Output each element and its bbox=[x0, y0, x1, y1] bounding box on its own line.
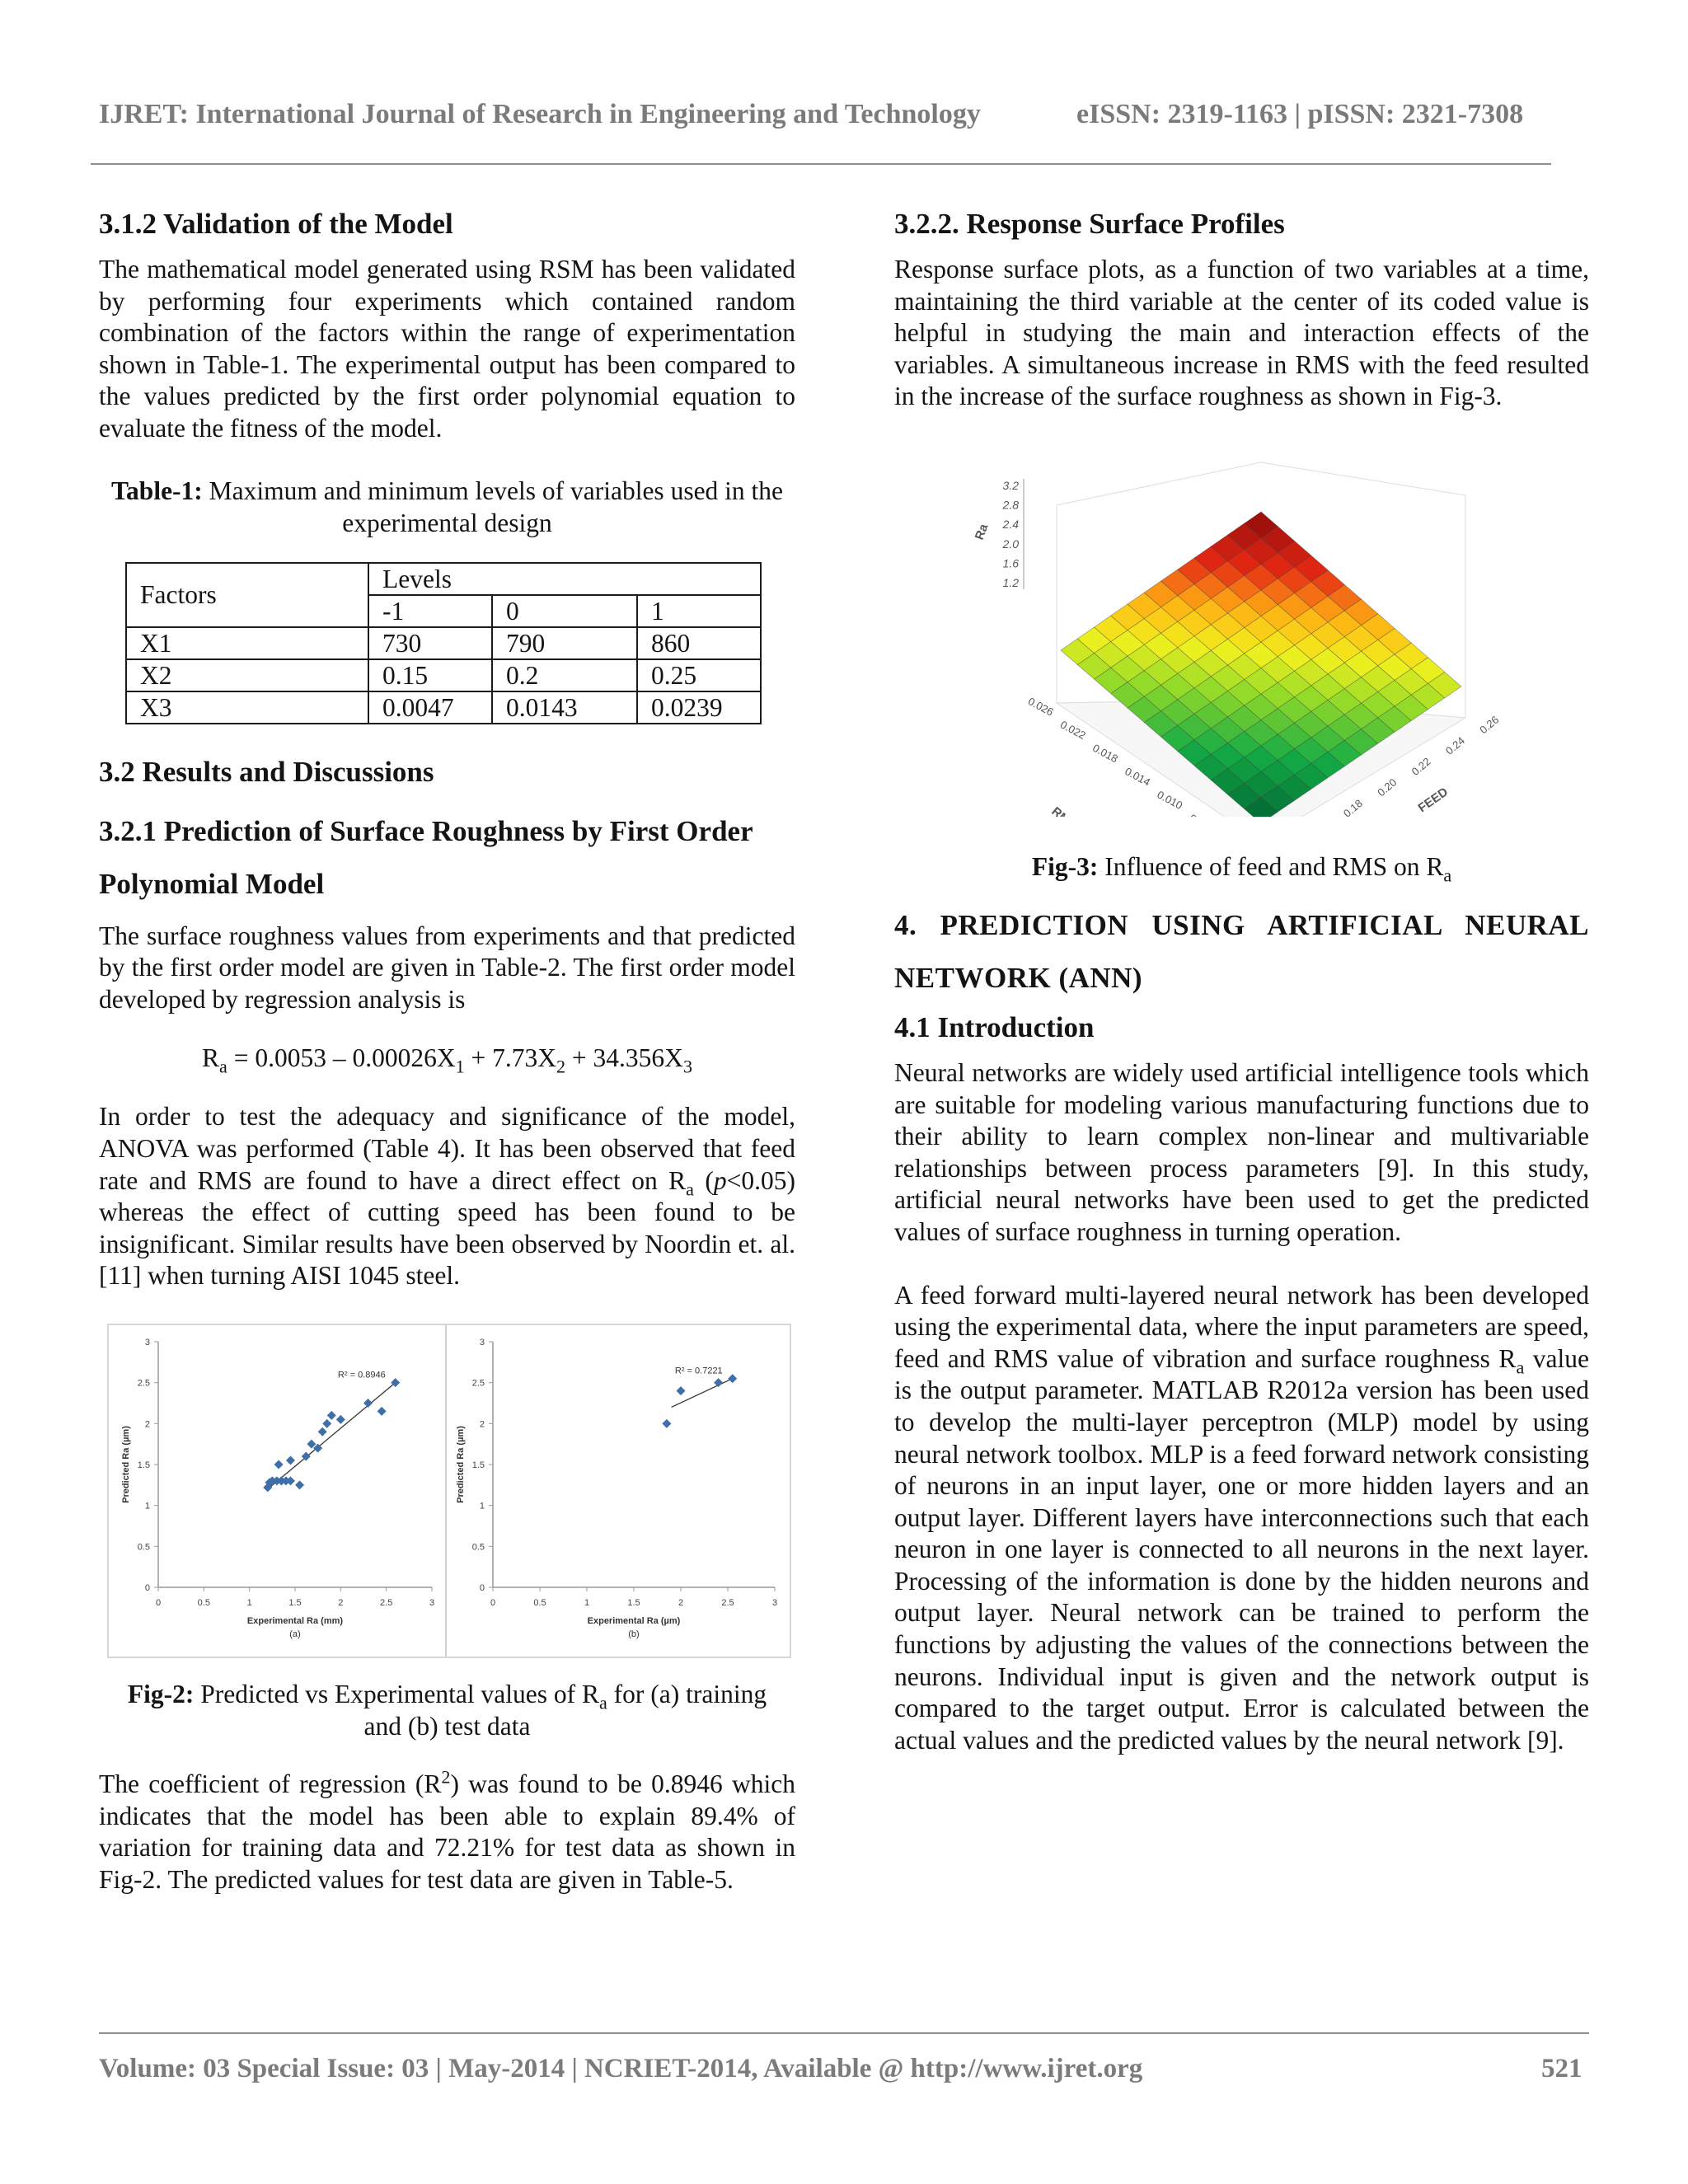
section-3-2-2-title: 3.2.2. Response Surface Profiles bbox=[894, 208, 1285, 240]
z-tick-label: 1.6 bbox=[1002, 556, 1019, 570]
y-tick-label: 1.5 bbox=[471, 1460, 485, 1470]
section-4-1-paragraph-2 bbox=[894, 1280, 1589, 1757]
x-axis-label: Experimental Ra (mm) bbox=[246, 1615, 344, 1626]
left-column bbox=[99, 204, 795, 1896]
x-tick-label: 2 bbox=[338, 1597, 344, 1608]
section-4-1-title: 4.1 Introduction bbox=[894, 1010, 1095, 1043]
p2-text: value is the output parameter. MATLAB R2012a version has been used to develop the multi-layer perceptron (MLP) model by using neural network toolbox. MLP is a feed forward network consisting of neurons in an input layer, one or more hidden layers and an output layer. Different layers have interconnections such that each neuron in one layer is connected to all neurons in the next layer. Processing of the information is done by the hidden neurons and output layer. Neural network can be trained to perform the functions by adjusting the values of the connections between the neurons. Individual input is given and the network output is compared to the target output. Error is calculated between the actual values and the predicted values by the neural network [9]. bbox=[894, 1343, 1590, 1755]
fig-3-caption-label: Fig-3: bbox=[1031, 851, 1099, 881]
table-row bbox=[126, 627, 761, 659]
table-level-label: -1 bbox=[368, 595, 492, 627]
data-point bbox=[286, 1455, 295, 1465]
feed-tick-label: 0.22 bbox=[1409, 755, 1433, 778]
anova-text: In order to test the adequacy and significance of the model, ANOVA was performed (Table 4). It has been observed that feed rate and RMS are found to have a direct effect on R bbox=[99, 1102, 795, 1195]
fig-2a-scatter bbox=[109, 1325, 443, 1657]
coef-text: ) was found to be 0.8946 which indicates that the model has been able to explain 89.4% of variation for training data and 72.21% for test data as shown in Fig-2. The predicted values for test data are given in Table-5. bbox=[99, 1769, 795, 1894]
fig-2-caption bbox=[99, 1678, 795, 1742]
z-tick-label: 2.4 bbox=[1002, 518, 1019, 532]
data-point bbox=[274, 1460, 284, 1469]
header-rule bbox=[91, 163, 1551, 165]
coef-text: The coefficient of regression (R bbox=[99, 1769, 442, 1798]
levels-table bbox=[125, 562, 762, 724]
section-4-title bbox=[894, 899, 1589, 1005]
rms-tick-label: 0.026 bbox=[1025, 695, 1056, 719]
table-cell: 0.0239 bbox=[637, 691, 761, 724]
table-level-label: 0 bbox=[492, 595, 637, 627]
p2-sub: a bbox=[1516, 1357, 1525, 1378]
eq-sub: 3 bbox=[682, 1056, 692, 1077]
fig-2-caption-label: Fig-2: bbox=[127, 1679, 195, 1708]
data-point bbox=[295, 1480, 304, 1489]
anova-sub: a bbox=[686, 1178, 694, 1199]
coefficient-paragraph bbox=[99, 1766, 795, 1896]
x-tick-label: 3 bbox=[429, 1597, 435, 1608]
table-1-caption-label: Table-1: bbox=[110, 476, 203, 505]
z-tick-label: 2.8 bbox=[1002, 498, 1019, 512]
table-1-caption bbox=[99, 475, 795, 539]
x-tick-label: 1.5 bbox=[288, 1597, 302, 1608]
fig-3-caption-text: Influence of feed and RMS on R bbox=[1104, 851, 1444, 881]
x-tick-label: 2.5 bbox=[721, 1597, 734, 1608]
rms-tick-label: 0.022 bbox=[1058, 718, 1088, 742]
r-squared-annotation: R² = 0.7221 bbox=[674, 1366, 723, 1376]
table-cell: 0.0047 bbox=[368, 691, 492, 724]
y-tick-label: 0.5 bbox=[137, 1542, 150, 1553]
feed-tick-label: 0.20 bbox=[1375, 776, 1400, 799]
rms-tick-label: 0.014 bbox=[1123, 765, 1153, 789]
data-point bbox=[662, 1419, 671, 1428]
y-tick-label: 0 bbox=[479, 1582, 485, 1593]
footer-rule bbox=[99, 2032, 1589, 2034]
x-tick-label: 1 bbox=[246, 1597, 252, 1608]
regression-equation bbox=[99, 1042, 795, 1075]
table-header-factors: Factors bbox=[126, 563, 368, 627]
z-tick-label: 2.0 bbox=[1002, 537, 1019, 551]
data-point bbox=[336, 1415, 345, 1424]
y-tick-label: 1.5 bbox=[137, 1460, 150, 1470]
fig-2-caption-text: for (a) training and (b) test data bbox=[363, 1679, 767, 1741]
table-cell: 730 bbox=[368, 627, 492, 659]
table-cell: X2 bbox=[126, 659, 368, 691]
data-point bbox=[728, 1374, 737, 1383]
y-tick-label: 3 bbox=[479, 1337, 485, 1347]
x-axis-label: Experimental Ra (µm) bbox=[587, 1615, 681, 1626]
feed-axis-label: FEED bbox=[1415, 785, 1451, 816]
x-tick-label: 2.5 bbox=[380, 1597, 393, 1608]
data-point bbox=[322, 1419, 331, 1428]
eq-part: + 7.73X bbox=[464, 1043, 557, 1073]
panel-label: (a) bbox=[289, 1629, 301, 1639]
x-tick-label: 1.5 bbox=[627, 1597, 640, 1608]
feed-tick-label: 0.26 bbox=[1477, 713, 1502, 737]
table-cell: 790 bbox=[492, 627, 637, 659]
y-tick-label: 2.5 bbox=[137, 1378, 150, 1389]
panel-label: (b) bbox=[628, 1629, 640, 1639]
table-cell: 0.15 bbox=[368, 659, 492, 691]
issn-label: eISSN: 2319-1163 | pISSN: 2321-7308 bbox=[1076, 99, 1524, 129]
fig-2-chart bbox=[107, 1324, 791, 1658]
section-3-2-1-text: The surface roughness values from experiments and that predicted by the first order model are given in Table-2. The first order model developed by regression analysis is bbox=[99, 921, 795, 1014]
x-tick-label: 1 bbox=[584, 1597, 590, 1608]
trendline bbox=[268, 1383, 396, 1489]
eq-lhs: R bbox=[202, 1043, 220, 1073]
table-cell: 0.0143 bbox=[492, 691, 637, 724]
table-1-caption-text: Maximum and minimum levels of variables used in the experimental design bbox=[209, 476, 784, 537]
y-axis-label: Predicted Ra (µm) bbox=[456, 1426, 466, 1503]
data-point bbox=[377, 1407, 387, 1416]
rms-axis-label bbox=[1048, 804, 1078, 817]
section-3-2-title: 3.2 Results and Discussions bbox=[99, 755, 434, 788]
fig-3-surface-plot bbox=[973, 438, 1550, 817]
data-point bbox=[714, 1378, 723, 1387]
data-point bbox=[677, 1386, 686, 1395]
eq-lhs-sub: a bbox=[219, 1056, 227, 1077]
y-tick-label: 1 bbox=[479, 1501, 485, 1511]
data-point bbox=[363, 1399, 373, 1408]
y-tick-label: 0.5 bbox=[471, 1542, 485, 1553]
section-3-2-1-title bbox=[99, 805, 795, 911]
x-tick-label: 0 bbox=[490, 1597, 496, 1608]
y-tick-label: 2.5 bbox=[471, 1378, 485, 1389]
data-point bbox=[277, 1476, 286, 1485]
fig-2b-scatter bbox=[447, 1325, 790, 1657]
table-cell: X1 bbox=[126, 627, 368, 659]
x-tick-label: 0.5 bbox=[197, 1597, 210, 1608]
y-tick-label: 2 bbox=[479, 1419, 485, 1430]
data-point bbox=[327, 1411, 336, 1420]
anova-p: p bbox=[713, 1165, 727, 1195]
anova-paragraph: In order to test the adequacy and significance of the model, ANOVA was performed (Table 4). It has been observed that feed rate and RMS are found to have a direct effect on $R_a$ (p<0.05) whereas the effect of cutting speed has been found to be insignificant. Similar results have been observed by Noordin et. al. [11] when turning AISI 1045 steel. bbox=[99, 1102, 795, 1291]
section-3-1-2-text: The mathematical model generated using RSM has been validated by performing four experiments which contained random combination of the factors within the range of experimentation shown in Table-1. The experimental output has been compared to the values predicted by the first order polynomial equation to evaluate the fitness of the model. bbox=[99, 255, 795, 443]
section-3-2-1-title-line1: 3.2.1 Prediction of Surface Roughness by First Order bbox=[99, 814, 753, 847]
y-tick-label: 0 bbox=[144, 1582, 150, 1593]
data-point bbox=[286, 1476, 295, 1485]
table-row bbox=[126, 691, 761, 724]
x-tick-label: 3 bbox=[771, 1597, 778, 1608]
section-3-1-2-title: 3.1.2 Validation of the Model bbox=[99, 208, 453, 240]
rms-tick-label bbox=[1188, 812, 1217, 817]
eq-sub: 1 bbox=[455, 1056, 465, 1077]
x-tick-label: 2 bbox=[678, 1597, 684, 1608]
x-tick-label: 0.5 bbox=[533, 1597, 546, 1608]
table-cell: 0.2 bbox=[492, 659, 637, 691]
section-3-2-1-title-line2: Polynomial Model bbox=[99, 867, 325, 900]
section-3-2-2-text: Response surface plots, as a function of two variables at a time, maintaining the third variable at the center of its coded value is helpful in studying the main and interaction effects of the variables. A simultaneous increase in RMS with the feed resulted in the increase of the surface roughness as shown in Fig-3. bbox=[894, 255, 1589, 411]
x-tick-label: 0 bbox=[155, 1597, 162, 1608]
section-4-title-line2: NETWORK (ANN) bbox=[894, 961, 1143, 994]
table-level-label: 1 bbox=[637, 595, 761, 627]
eq-sub: 2 bbox=[556, 1056, 566, 1077]
y-axis-label: Predicted Ra (µm) bbox=[121, 1426, 131, 1503]
table-cell: X3 bbox=[126, 691, 368, 724]
fig-3-caption-sub: a bbox=[1443, 865, 1452, 886]
section-4-title-line1: 4. PREDICTION USING ARTIFICIAL NEURAL bbox=[894, 908, 1589, 941]
rms-tick-label: 0.010 bbox=[1155, 788, 1185, 812]
coef-sup: 2 bbox=[441, 1766, 451, 1788]
fig-2-caption-text: Predicted vs Experimental values of R bbox=[200, 1679, 599, 1708]
y-tick-label: 2 bbox=[144, 1419, 150, 1430]
section-4-1-paragraph-1: Neural networks are widely used artificial intelligence tools which are suitable for modeling various manufacturing functions due to their ability to learn complex non-linear and multivariable relationships between process parameters [9]. In this study, artificial neural networks have been used to get the predicted values of surface roughness in turning operation. bbox=[894, 1057, 1589, 1246]
table-cell: 860 bbox=[637, 627, 761, 659]
anova-text: <0.05) whereas the effect of cutting speed has been found to be insignificant. Similar results have been observed by Noordin et. al. [11] when turning AISI 1045 steel. bbox=[99, 1165, 795, 1291]
table-row bbox=[126, 659, 761, 691]
feed-tick-label: 0.24 bbox=[1442, 733, 1467, 757]
footer-volume-info: Volume: 03 Special Issue: 03 | May-2014 | NCRIET-2014, Available @ http://www.ijret.org bbox=[99, 2054, 1143, 2083]
p2-text: A feed forward multi-layered neural network has been developed using the experimental data, where the input parameters are speed, feed and RMS value of vibration and surface roughness R bbox=[894, 1280, 1589, 1373]
right-column bbox=[894, 204, 1589, 1756]
z-axis-label: Ra bbox=[973, 522, 992, 542]
table-header-levels: Levels bbox=[368, 563, 761, 595]
data-point bbox=[318, 1427, 327, 1436]
journal-title: IJRET: International Journal of Research in Engineering and Technology bbox=[99, 99, 981, 129]
eq-part: + 34.356X bbox=[565, 1043, 683, 1073]
table-cell: 0.25 bbox=[637, 659, 761, 691]
r-squared-annotation: R² = 0.8946 bbox=[337, 1370, 386, 1380]
y-tick-label: 1 bbox=[144, 1501, 150, 1511]
fig-2-caption-sub: a bbox=[599, 1692, 607, 1713]
page-number: 521 bbox=[1541, 2054, 1582, 2083]
z-tick-label: 3.2 bbox=[1002, 478, 1019, 492]
feed-tick-label: 0.18 bbox=[1340, 796, 1365, 817]
fig-3-caption bbox=[894, 851, 1589, 886]
eq-part: = 0.0053 – 0.00026X bbox=[227, 1043, 456, 1073]
y-tick-label: 3 bbox=[144, 1337, 150, 1347]
rms-tick-label: 0.018 bbox=[1090, 741, 1120, 766]
z-tick-label: 1.2 bbox=[1002, 575, 1019, 589]
